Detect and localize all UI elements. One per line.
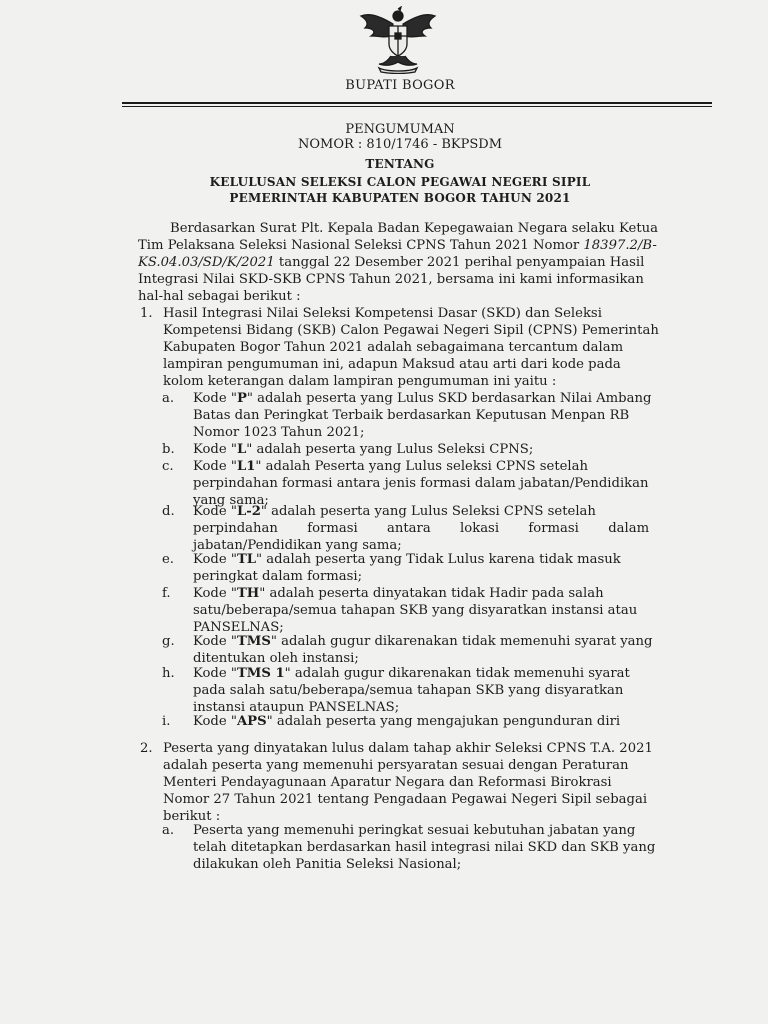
subject-line-2: PEMERINTAH KABUPATEN BOGOR TAHUN 2021 — [229, 191, 571, 205]
sub-letter: b. — [162, 442, 175, 457]
point-line: Kabupaten Bogor Tahun 2021 adalah sebagaimana tercantum dalam — [163, 340, 624, 355]
code-item-p: Kode "P" adalah peserta yang Lulus SKD berdasarkan Nilai Ambang Batas dan Peringkat Terbaik berdasarkan Keputusan Menpan RB Nomor 1023 Tahun 2021; — [193, 391, 652, 440]
point-line: Menteri Pendayagunaan Aparatur Negara dan Reformasi Birokrasi — [163, 775, 612, 790]
code-item-tms1: Kode "TMS 1" adalah gugur dikarenakan tidak memenuhi syarat pada salah satu/beberapa/semua tahapan SKB yang disyaratkan instansi ataupun PANSELNAS; — [193, 666, 630, 715]
intro-line: Integrasi Nilai SKD-SKB CPNS Tahun 2021, bersama ini kami informasikan — [138, 272, 644, 287]
requirement-item: Peserta yang memenuhi peringkat sesuai kebutuhan jabatan yang telah ditetapkan berdasarkan hasil integrasi nilai SKD dan SKB yang dilakukan oleh Panitia Seleksi Nasional; — [193, 823, 656, 872]
header-rule-thin — [122, 106, 712, 107]
header-rule — [122, 102, 712, 104]
point-line: Kompetensi Bidang (SKB) Calon Pegawai Negeri Sipil (CPNS) Pemerintah — [163, 323, 659, 338]
sub-letter: a. — [162, 391, 175, 406]
point-line: kolom keterangan dalam lampiran pengumuman ini yaitu : — [163, 374, 557, 389]
code-item-aps: Kode "APS" adalah peserta yang mengajukan pengunduran diri — [193, 714, 621, 729]
sub-letter: e. — [162, 552, 174, 567]
code-item-th: Kode "TH" adalah peserta dinyatakan tidak Hadir pada salah satu/beberapa/semua tahapan SKB yang disyaratkan instansi atau PANSELNAS; — [193, 586, 638, 635]
sub-letter: c. — [162, 459, 174, 474]
code-item-tl: Kode "TL" adalah peserta yang Tidak Lulus karena tidak masuk peringkat dalam formasi; — [193, 552, 621, 584]
sub-letter: f. — [162, 586, 171, 601]
point-2-body — [163, 740, 661, 825]
sub-letter: i. — [162, 714, 171, 729]
intro-line: KS.04.03/SD/K/2021 tanggal 22 Desember 2021 perihal penyampaian Hasil — [138, 255, 645, 270]
point-line: Nomor 27 Tahun 2021 tentang Pengadaan Pegawai Negeri Sipil sebagai — [163, 792, 648, 807]
point-line: berikut : — [163, 809, 221, 824]
point-line: Peserta yang dinyatakan lulus dalam tahap akhir Seleksi CPNS T.A. 2021 — [163, 741, 653, 756]
intro-line: hal-hal sebagai berikut : — [138, 289, 301, 304]
announcement-number: NOMOR : 810/1746 - BKPSDM — [297, 137, 503, 152]
code-item-tms: Kode "TMS" adalah gugur dikarenakan tidak memenuhi syarat yang ditentukan oleh instansi; — [193, 634, 653, 666]
point-line: Hasil Integrasi Nilai Seleksi Kompetensi Dasar (SKD) dan Seleksi — [163, 306, 602, 321]
point-number: 2. — [140, 741, 153, 756]
code-item-l2: Kode "L-2" adalah peserta yang Lulus Seleksi CPNS setelah perpindahan formasi antara lokasi formasi dalam jabatan/Pendidikan yang sama; — [193, 504, 650, 553]
office-title: BUPATI BOGOR — [345, 78, 455, 93]
announcement-label: PENGUMUMAN — [345, 122, 455, 137]
intro-line: Berdasarkan Surat Plt. Kepala Badan Kepegawaian Negara selaku Ketua — [170, 221, 659, 236]
intro-line: Tim Pelaksana Seleksi Nasional Seleksi CPNS Tahun 2021 Nomor 18397.2/B- — [138, 238, 657, 253]
point-1-body — [163, 305, 661, 390]
sub-letter: a. — [162, 823, 175, 838]
tentang-label: TENTANG — [365, 157, 435, 171]
point-line: adalah peserta yang memenuhi persyaratan sesuai dengan Peraturan — [163, 758, 629, 773]
sub-letter: h. — [162, 666, 175, 681]
garuda-emblem-icon — [357, 6, 439, 74]
code-item-l: Kode "L" adalah peserta yang Lulus Seleksi CPNS; — [193, 442, 534, 457]
sub-letter: g. — [162, 634, 175, 649]
point-number: 1. — [140, 306, 153, 321]
point-line: lampiran pengumuman ini, adapun Maksud atau arti dari kode pada — [163, 357, 621, 372]
intro-paragraph — [138, 220, 672, 305]
code-item-l1: Kode "L1" adalah Peserta yang Lulus seleksi CPNS setelah perpindahan formasi antara jenis formasi dalam jabatan/Pendidikan yang sama; — [193, 459, 649, 508]
sub-letter: d. — [162, 504, 175, 519]
subject-line-1: KELULUSAN SELEKSI CALON PEGAWAI NEGERI SIPIL — [209, 175, 591, 189]
